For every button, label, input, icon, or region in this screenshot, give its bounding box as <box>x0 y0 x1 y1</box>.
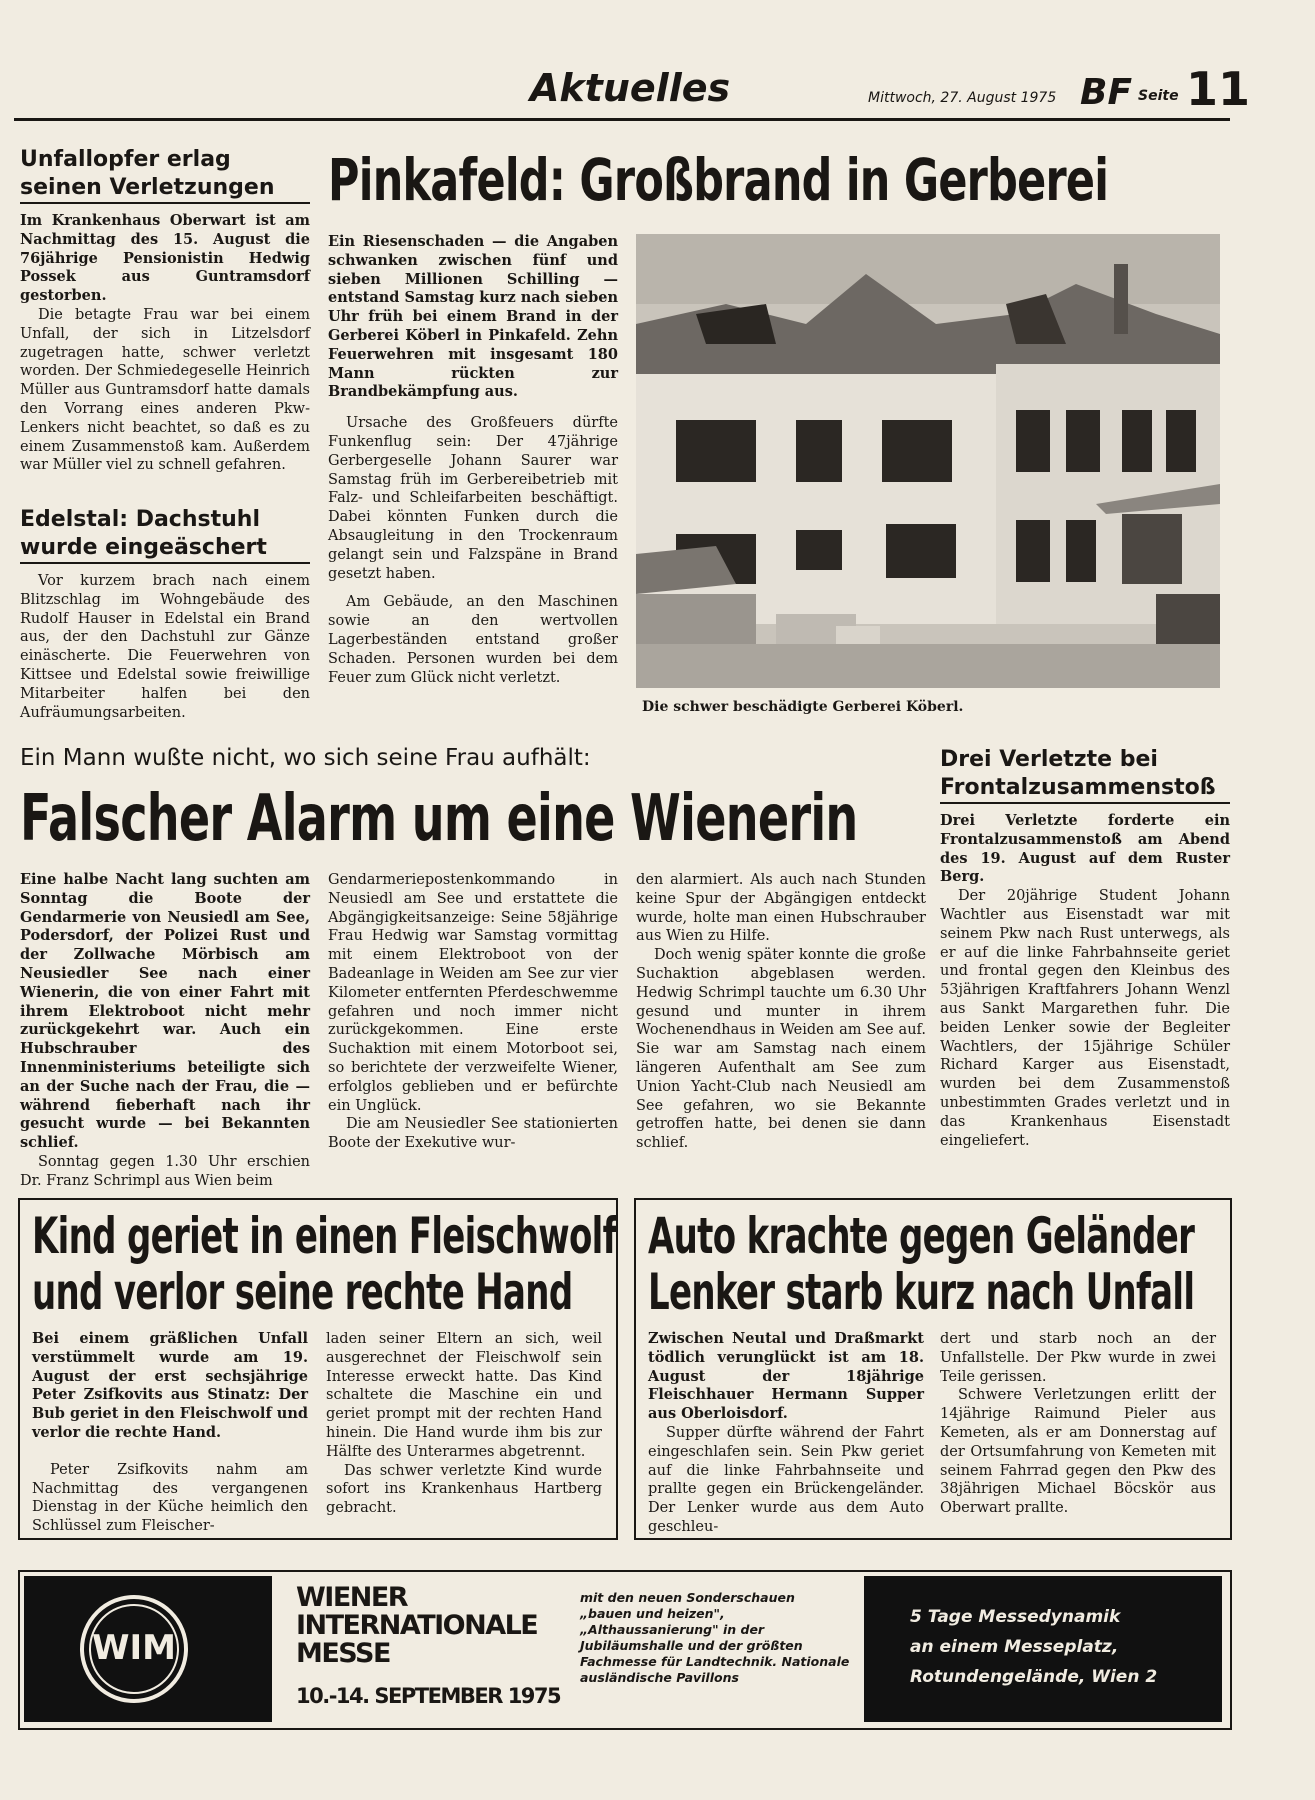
article2-rule <box>20 562 310 564</box>
photo-caption: Die schwer beschädigte Gerberei Köberl. <box>642 699 964 715</box>
gerberei-photo <box>636 234 1220 688</box>
article7-headline: Auto krachte gegen Geländer Lenker starb kurz nach Unfall <box>648 1207 1195 1321</box>
article7-col2: dert und starb noch an der Unfallstelle. Der Pkw wurde in zwei Teile gerissen. Schwere Verletzungen erlitt der 14jährige Raimund Pieler aus Kemeten, als er am Donnerstag auf der Ortsumfahrung von Kemeten mit seinem Fahrrad gegen den Pkw des 38jährigen Michael Böcskör aus Oberwart prallte. <box>940 1331 1216 1517</box>
page-label: Seite <box>1138 88 1179 104</box>
article4-col3: den alarmiert. Als auch nach Stunden keine Spur der Abgängigen entdeckt wurde, holte man einen Hubschrauber aus Wien zu Hilfe. Doch wenig später konnte die große Suchaktion abgeblasen werden. Hedwig Schrimpl tauchte um 6.30 Uhr gesund und munter in ihrem Wochenendhaus in Weiden am See auf. Sie war am Samstag nach einem längeren Aufenthalt am See zum Union Yacht-Club nach Neusiedl am See gefahren, wo sie Bekannte getroffen hatte, bei denen sie dann schlief. <box>636 872 926 1152</box>
ad-right-text: 5 Tage Messedynamik an einem Messeplatz, Rotundengelände, Wien 2 <box>910 1607 1158 1687</box>
article4-headline: Falscher Alarm um eine Wienerin <box>20 782 858 856</box>
article5-body: Drei Verletzte forderte ein Frontalzusammenstoß am Abend des 19. August auf dem Ruster Berg. Der 20jährige Student Johann Wachtler aus Eisenstadt war mit seinem Pkw nach Rust unterwegs, als er auf die linke Fahrbahnseite geriet und frontal gegen den Kleinbus des 53jährigen Kraftfahrers Johann Wenzl aus Sankt Margarethen fuhr. Die beiden Lenker sowie der Begleiter Wachtlers, der 15jährige Schüler Richard Karger aus Eisenstadt, wurden bei dem Zusammenstoß unbestimmten Grades verletzt und in das Krankenhaus Eisenstadt eingeliefert. <box>940 812 1230 1149</box>
ad-right-panel <box>864 1576 1222 1722</box>
article4-kicker: Ein Mann wußte nicht, wo sich seine Frau aufhält: <box>20 745 591 771</box>
article5-headline: Drei Verletzte bei Frontalzusammenstoß <box>940 747 1216 800</box>
article1-headline: Unfallopfer erlag seinen Verletzungen <box>20 147 275 200</box>
article1-rule <box>20 202 310 204</box>
ad-dates: 10.-14. SEPTEMBER 1975 <box>296 1684 561 1708</box>
issue-date: Mittwoch, 27. August 1975 <box>868 90 1057 106</box>
ad-description: mit den neuen Sonderschauen „bauen und heizen", „Althaussanierung" in der Jubiläumshalle und der größten Fachmesse für Landtechnik. Nationale ausländische Pavillons <box>580 1590 850 1685</box>
article2-headline: Edelstal: Dachstuhl wurde eingeäschert <box>20 507 267 560</box>
article3-body: Ein Riesenschaden — die Angaben schwanken zwischen fünf und sieben Millionen Schilling — entstand Samstag kurz nach sieben Uhr früh bei einem Brand in der Gerberei Köberl in Pinkafeld. Zehn Feuerwehren mit insgesamt 180 Mann rückten zur Brandbekämpfung aus. Ursache des Großfeuers dürfte Funkenflug sein: Der 47jährige Gerbergeselle Johann Saurer war Samstag früh im Gerbereibetrieb mit Falz- und Schleifarbeiten beschäftigt. Dabei könnten Funken durch die Absaugleitung in den Trockenraum gelangt sein und Falzspäne in Brand gesetzt haben. Am Gebäude, an den Maschinen sowie an den wertvollen Lagerbeständen entstand großer Schaden. Personen wurden bei dem Feuer zum Glück nicht verletzt. <box>328 233 618 686</box>
section-title: Aktuelles <box>530 66 731 110</box>
messe-logo-panel <box>24 1576 272 1722</box>
page-number: 11 <box>1186 62 1251 116</box>
article6-col1: Bei einem gräßlichen Unfall verstümmelt wurde am 19. August der erst sechsjährige Peter Zsifkovits aus Stinatz: Der Bub geriet in den Fleischwolf und verlor die rechte Hand. Peter Zsifkovits nahm am Nachmittag des vergangenen Dienstag in der Küche heimlich den Schlüssel zum Fleischer- <box>32 1330 308 1535</box>
article6-headline: Kind geriet in einen Fleischwolf und verlor seine rechte Hand <box>32 1207 617 1321</box>
article4-col2: Gendarmeriepostenkommando in Neusiedl am See und erstattete die Abgängigkeitsanzeige: Seine 58jährige Frau Hedwig war Samstag vormittag mit einem Elektroboot von der Badeanlage in Weiden am See zur vier Kilometer entfernten Pferdeschwemme gefahren und noch immer nicht zurückgekommen. Eine erste Suchaktion mit einem Motorboot sei, so berichtete der verzweifelte Wiener, erfolglos geblieben und er befürchte ein Unglück. Die am Neusiedler See stationierten Boote der Exekutive wur- <box>328 872 618 1152</box>
article2-body: Vor kurzem brach nach einem Blitzschlag im Wohngebäude des Rudolf Hauser in Edelstal ein Brand aus, der den Dachstuhl zur Gänze einäscherte. Die Feuerwehren von Kittsee und Edelstal sowie freiwillige Mitarbeiter halfen bei den Aufräumungsarbeiten. <box>20 573 310 721</box>
ad-title: WIENER INTERNATIONALE MESSE <box>296 1582 538 1669</box>
burned-building-illustration <box>636 234 1220 688</box>
article7-col1: Zwischen Neutal und Draßmarkt tödlich verunglückt ist am 18. August der 18jährige Fleischhauer Hermann Supper aus Oberloisdorf. Supper dürfte während der Fahrt eingeschlafen sein. Sein Pkw geriet auf die linke Fahrbahnseite und prallte gegen ein Brückengeländer. Der Lenker wurde aus dem Auto geschleu- <box>648 1330 924 1535</box>
article4-col1: Eine halbe Nacht lang suchten am Sonntag die Boote der Gendarmerie von Neusiedl am See, Podersdorf, der Polizei Rust und der Zollwache Mörbisch am Neusiedler See nach einer Wienerin, die von einer Fahrt mit ihrem Elektroboot nicht mehr zurückgekehrt war. Auch ein Hubschrauber des Innenministeriums beteiligte sich an der Suche nach der Frau, die — während fieberhaft nach ihr gesucht wurde — bei Bekannten schlief. Sonntag gegen 1.30 Uhr erschien Dr. Franz Schrimpl aus Wien beim <box>20 871 310 1189</box>
messe-logo-text: WIM <box>92 1628 176 1668</box>
article3-headline: Pinkafeld: Großbrand in Gerberei <box>328 146 1109 214</box>
paper-logo: BF <box>1080 72 1133 113</box>
article1-body: Im Krankenhaus Oberwart ist am Nachmittag des 15. August die 76jährige Pensionistin Hedwig Possek aus Guntramsdorf gestorben. Die betagte Frau war bei einem Unfall, der sich in Litzelsdorf zugetragen hatte, schwer verletzt worden. Der Schmiedegeselle Heinrich Müller aus Guntramsdorf hatte damals den Vorrang eines anderen Pkw-Lenkers nicht beachtet, so daß es zu einem Zusammenstoß kam. Außerdem war Müller viel zu schnell gefahren. <box>20 212 310 474</box>
masthead-rule <box>14 118 1230 121</box>
article5-rule <box>940 802 1230 804</box>
article6-col2: laden seiner Eltern an sich, weil ausgerechnet der Fleischwolf sein Interesse erweckt hatte. Das Kind schaltete die Maschine ein und geriet prompt mit der rechten Hand hinein. Die Hand wurde ihm bis zur Hälfte des Unterarmes abgetrennt. Das schwer verletzte Kind wurde sofort ins Krankenhaus Hartberg gebracht. <box>326 1331 602 1517</box>
